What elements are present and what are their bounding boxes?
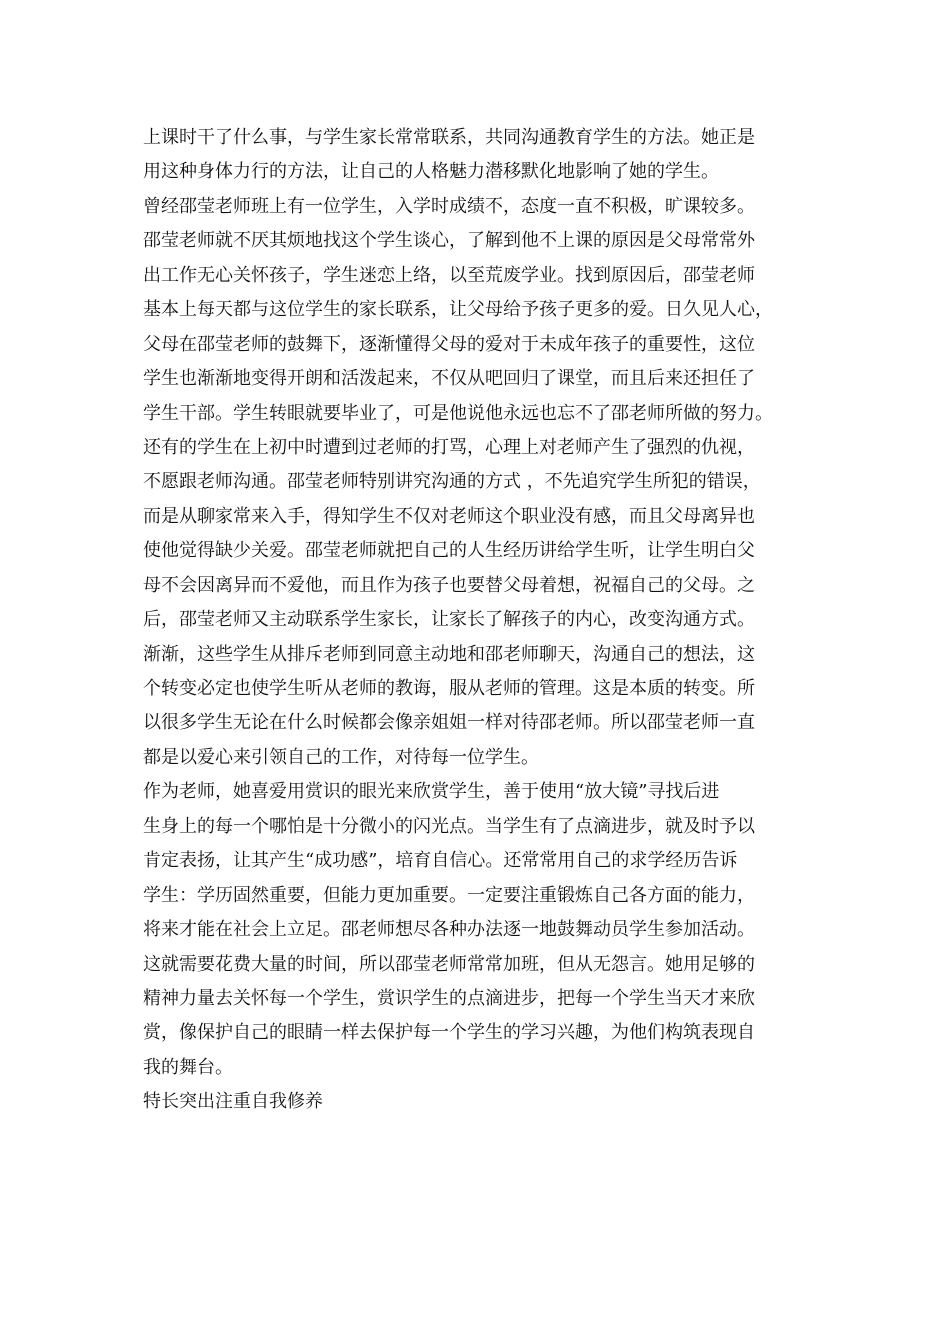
- text-line: 后，邵莹老师又主动联系学生家长，让家长了解孩子的内心，改变沟通方式。: [143, 609, 755, 631]
- text-line: 而是从聊家常来入手，得知学生不仅对老师这个职业没有感，而且父母离异也: [143, 505, 755, 527]
- text-line: 出工作无心关怀孩子，学生迷恋上络，以至荒废学业。找到原因后，邵莹老师: [143, 264, 755, 286]
- text-line: 都是以爱心来引领自己的工作，对待每一位学生。: [143, 746, 539, 768]
- text-line: 特长突出注重自我修养: [143, 1091, 323, 1113]
- text-line: 将来才能在社会上立足。邵老师想尽各种办法逐一地鼓舞动员学生参加活动。: [143, 919, 755, 941]
- text-line: 邵莹老师就不厌其烦地找这个学生谈心，了解到他不上课的原因是父母常常外: [143, 230, 755, 252]
- text-line: 曾经邵莹老师班上有一位学生，入学时成绩不，态度一直不积极，旷课较多。: [143, 195, 755, 217]
- text-line: 生身上的每一个哪怕是十分微小的闪光点。当学生有了点滴进步，就及时予以: [143, 815, 755, 837]
- text-line: 上课时干了什么事，与学生家长常常联系，共同沟通教育学生的方法。她正是: [143, 127, 755, 148]
- text-line: 使他觉得缺少关爱。邵莹老师就把自己的人生经历讲给学生听，让学生明白父: [143, 540, 755, 562]
- text-line: 个转变必定也使学生听从老师的教诲，服从老师的管理。这是本质的转变。所: [143, 678, 755, 699]
- text-line: 以很多学生无论在什么时候都会像亲姐姐一样对待邵老师。所以邵莹老师一直: [143, 712, 755, 734]
- text-line: 渐渐，这些学生从排斥老师到同意主动地和邵老师聊天，沟通自己的想法，这: [143, 643, 755, 665]
- text-line: 父母在邵莹老师的鼓舞下，逐渐懂得父母的爱对于未成年孩子的重要性，这位: [143, 333, 755, 355]
- text-line: 学生也渐渐地变得开朗和活泼起来，不仅从吧回归了课堂，而且后来还担任了: [143, 368, 755, 390]
- text-line: 我的舞台。: [143, 1056, 233, 1078]
- text-line: 基本上每天都与这位学生的家长联系，让父母给予孩子更多的爱。日久见人心，: [143, 299, 773, 321]
- text-line: 肯定表扬，让其产生“成功感”，培育自信心。还常常用自己的求学经历告诉: [143, 850, 738, 872]
- text-line: 作为老师，她喜爱用赏识的眼光来欣赏学生，善于使用“放大镜”寻找后进: [143, 781, 720, 803]
- text-line: 母不会因离异而不爱他，而且作为孩子也要替父母着想，祝福自己的父母。之: [143, 574, 755, 596]
- text-line: 还有的学生在上初中时遭到过老师的打骂，心理上对老师产生了强烈的仇视，: [143, 436, 755, 458]
- body-text: [143, 121, 823, 1120]
- text-line: 用这种身体力行的方法，让自己的人格魅力潜移默化地影响了她的学生。: [143, 161, 719, 183]
- text-line: 学生干部。学生转眼就要毕业了，可是他说他永远也忘不了邵老师所做的努力。: [143, 402, 773, 424]
- text-line: 不愿跟老师沟通。邵莹老师特别讲究沟通的方式 ，不先追究学生所犯的错误，: [143, 471, 761, 493]
- text-line: 学生：学历固然重要，但能力更加重要。一定要注重锻炼自己各方面的能力，: [143, 884, 755, 906]
- text-line: 这就需要花费大量的时间，所以邵莹老师常常加班，但从无怨言。她用足够的: [143, 953, 755, 975]
- text-line: 精神力量去关怀每一个学生，赏识学生的点滴进步，把每一个学生当天才来欣: [143, 987, 755, 1009]
- text-line: 赏，像保护自己的眼睛一样去保护每一个学生的学习兴趣，为他们构筑表现自: [143, 1022, 755, 1044]
